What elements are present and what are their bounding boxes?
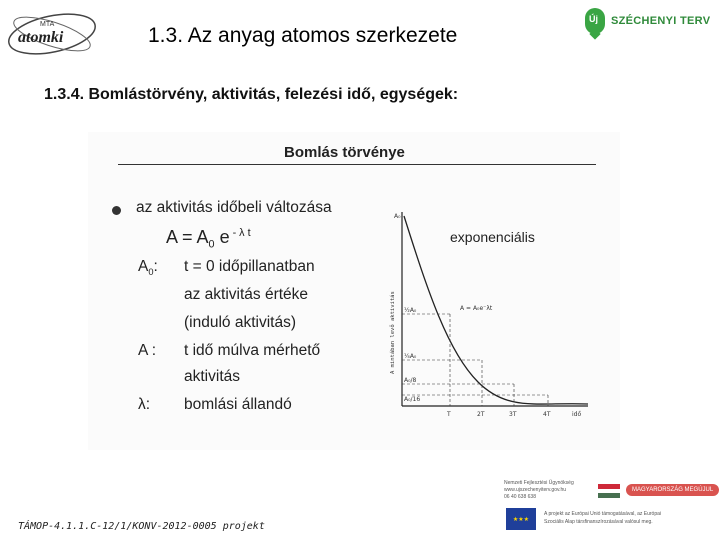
a-line-2: aktivitás <box>184 368 240 385</box>
section-subtitle: 1.3.4. Bomlástörvény, aktivitás, felezési idő, egységek: <box>44 86 459 103</box>
a0-label <box>138 258 158 277</box>
x-axis-label: idő <box>572 411 582 418</box>
nfu-line-1: Nemzeti Fejlesztési Ügynökség <box>504 480 574 486</box>
a0-line-3: (induló aktivitás) <box>184 314 296 331</box>
nfu-line-3: 06 40 638 638 <box>504 494 536 500</box>
eu-line-2: Szociális Alap társfinanszírozásával valósul meg. <box>544 519 653 525</box>
slide-image <box>88 132 620 450</box>
funding-logos <box>500 476 714 536</box>
x-tick-1: T <box>447 411 451 418</box>
megujul-badge: MAGYARORSZÁG MEGÚJUL <box>626 484 719 496</box>
lambda-label: λ: <box>138 396 151 413</box>
lambda-text: bomlási állandó <box>184 396 292 413</box>
project-code: TÁMOP-4.1.1.C-12/1/KONV-2012-0005 projekt <box>18 521 265 532</box>
formula-exponent: - λ t <box>229 227 251 239</box>
formula-main: A = A <box>166 227 209 247</box>
slide-divider <box>118 164 596 165</box>
szechenyi-terv-logo <box>585 6 715 36</box>
formula-sub: 0 <box>208 238 215 251</box>
atomki-logo-text: atomki <box>18 29 64 46</box>
szechenyi-mark-text: Új <box>589 14 598 24</box>
a-line-1: t idő múlva mérhető <box>184 342 321 359</box>
eu-stars-icon: ★★★ <box>512 516 530 523</box>
x-tick-4: 4T <box>543 411 551 418</box>
slide-title: Bomlás törvénye <box>284 144 405 161</box>
eu-line-1: A projekt az Európai Unió támogatásával, az Európai <box>544 511 662 517</box>
y-axis-label: A mintában levő aktivitás <box>390 291 396 374</box>
a0-letter: A <box>138 258 149 275</box>
graph-label: exponenciális <box>450 229 535 245</box>
eu-flag-icon <box>506 508 536 530</box>
decay-graph <box>388 202 598 432</box>
x-tick-2: 2T <box>477 411 485 418</box>
szechenyi-logo-text: SZÉCHENYI TERV <box>611 15 711 27</box>
y-tick-sixteenth: A₀/16 <box>404 396 421 403</box>
a0-sub: 0 <box>148 267 154 278</box>
a0-line-1: t = 0 időpillanatban <box>184 258 315 275</box>
y-tick-half: ½A₀ <box>404 307 417 314</box>
hungarian-flag-icon <box>598 484 620 498</box>
decay-formula <box>166 227 251 251</box>
a0-line-2: az aktivitás értéke <box>184 286 309 303</box>
atomki-logo <box>4 8 100 60</box>
page-title: 1.3. Az anyag atomos szerkezete <box>148 24 458 47</box>
bullet-icon <box>112 206 121 215</box>
y-tick-top: A₀ <box>394 213 401 220</box>
formula-e: e <box>214 227 230 247</box>
szechenyi-mark-icon <box>585 8 605 34</box>
y-tick-eighth: A₀/8 <box>404 377 417 384</box>
atomki-logo-small: MTA <box>40 21 55 28</box>
a0-colon: : <box>153 258 158 275</box>
x-tick-3: 3T <box>509 411 517 418</box>
y-tick-quarter: ¼A₀ <box>404 353 417 360</box>
a-label: A : <box>138 342 157 359</box>
bullet-text: az aktivitás időbeli változása <box>136 199 332 216</box>
curve-label: A = A₀e⁻λt <box>460 305 493 312</box>
nfu-line-2: www.ujszechenyiterv.gov.hu <box>504 487 567 493</box>
